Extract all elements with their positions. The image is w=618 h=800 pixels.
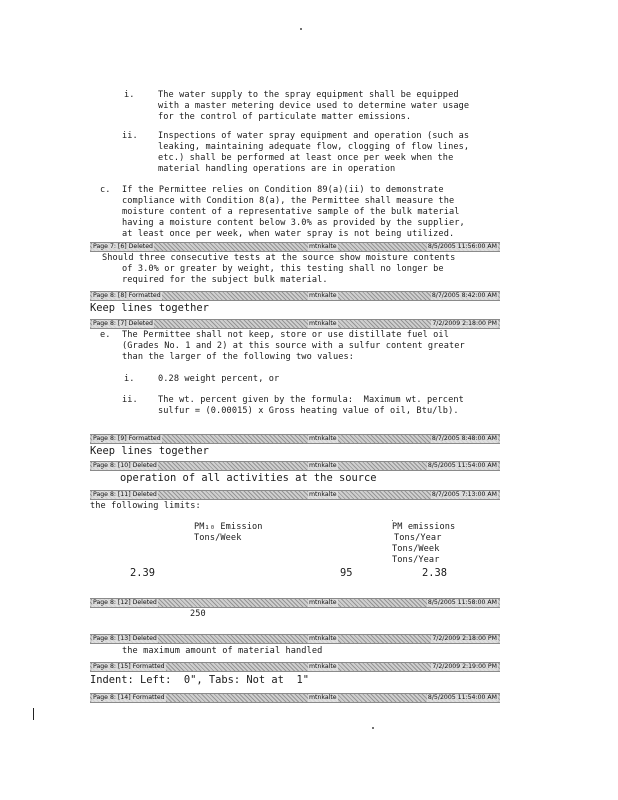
comment-bar — [90, 434, 500, 444]
comment-bar — [90, 319, 500, 329]
comment-tag: Page 8: [14] Formatted — [93, 694, 165, 701]
keep-lines-together-1: Keep lines together — [90, 302, 209, 314]
comment-tag: Page 8: [13] Deleted — [93, 635, 157, 642]
scan-speck — [392, 520, 393, 521]
indent-format-text: Indent: Left: 0", Tabs: Not at 1" — [90, 674, 309, 686]
max-amount-text: the maximum amount of material handled — [122, 646, 323, 656]
item-c-line-5: at least once per week, when water spray is not being utilized. — [122, 229, 455, 239]
should-line-3: required for the subject bulk material. — [122, 275, 328, 285]
comment-bar — [90, 490, 500, 500]
value-pm-week: 2.38 — [422, 567, 448, 579]
item-i-label: i. — [124, 90, 135, 100]
comment-date: 7/2/2009 2:18:00 PM — [432, 635, 497, 642]
limits-intro: the following limits: — [90, 501, 201, 511]
item-e-label: e. — [100, 330, 111, 340]
comment-tag: Page 8: [8] Formatted — [93, 292, 161, 299]
scan-speck — [300, 28, 302, 30]
item-c-line-2: compliance with Condition 8(a), the Permittee shall measure the — [122, 196, 455, 206]
value-pm10-week: 2.39 — [130, 567, 156, 579]
item-e-ii-line-1: The wt. percent given by the formula: Maximum wt. percent — [158, 395, 464, 405]
comment-bar — [90, 242, 500, 252]
item-ii-line-3: etc.) shall be performed at least once per week when the — [158, 153, 454, 163]
comment-bar — [90, 634, 500, 644]
comment-author: mtnkalte — [309, 320, 337, 327]
comment-author: mtnkalte — [309, 462, 337, 469]
item-i-line-2: with a master metering device used to determine water usage — [158, 101, 470, 111]
item-i-line-3: for the control of particulate matter emissions. — [158, 112, 412, 122]
comment-tag: Page 8: [12] Deleted — [93, 599, 157, 606]
comment-tag: Page 7: [6] Deleted — [93, 243, 153, 250]
comment-tag: Page 8: [9] Formatted — [93, 435, 161, 442]
comment-date: 8/5/2005 11:56:00 AM — [427, 243, 497, 250]
should-line-1: Should three consecutive tests at the source show moisture contents — [102, 253, 456, 263]
item-c-line-3: moisture content of a representative sample of the bulk material — [122, 207, 460, 217]
value-250: 250 — [190, 609, 206, 619]
comment-tag: Page 8: [10] Deleted — [93, 462, 157, 469]
value-pm-year: 95 — [340, 567, 353, 579]
item-e-ii-label: ii. — [122, 395, 138, 405]
item-e-line-1: The Permittee shall not keep, store or use distillate fuel oil — [122, 330, 449, 340]
item-ii-line-1: Inspections of water spray equipment and operation (such as — [158, 131, 470, 141]
comment-author: mtnkalte — [309, 635, 337, 642]
item-c-line-4: having a moisture content below 3.0% as provided by the supplier, — [122, 218, 465, 228]
comment-author: mtnkalte — [309, 694, 337, 701]
item-e-line-2: (Grades No. 1 and 2) at this source with a sulfur content greater — [122, 341, 465, 351]
comment-date: 7/2/2009 2:19:00 PM — [432, 663, 497, 670]
item-c-line-1: If the Permittee relies on Condition 89(a)(ii) to demonstrate — [122, 185, 444, 195]
operation-text: operation of all activities at the source — [120, 472, 377, 484]
comment-author: mtnkalte — [309, 599, 337, 606]
item-e-line-3: than the larger of the following two values: — [122, 352, 355, 362]
pm-units-3: Tons/Year — [392, 555, 440, 565]
comment-date: 8/7/2005 8:42:00 AM — [431, 292, 497, 299]
pm10-emission-label: PM₁₀ Emission — [194, 522, 263, 532]
comment-bar — [90, 598, 500, 608]
item-e-i-text: 0.28 weight percent, or — [158, 374, 280, 384]
comment-date: 8/5/2005 11:58:00 AM — [427, 599, 497, 606]
comment-bar — [90, 693, 500, 703]
comment-tag: Page 8: [11] Deleted — [93, 491, 157, 498]
should-line-2: of 3.0% or greater by weight, this testing shall no longer be — [122, 264, 444, 274]
item-ii-line-2: leaking, maintaining adequate flow, clogging of flow lines, — [158, 142, 470, 152]
item-ii-label: ii. — [122, 131, 138, 141]
comment-bar — [90, 662, 500, 672]
comment-author: mtnkalte — [309, 292, 337, 299]
comment-date: 8/5/2005 11:54:00 AM — [427, 462, 497, 469]
keep-lines-together-2: Keep lines together — [90, 445, 209, 457]
item-e-i-label: i. — [124, 374, 135, 384]
item-ii-line-4: material handling operations are in operation — [158, 164, 396, 174]
comment-author: mtnkalte — [309, 243, 337, 250]
comment-date: 8/5/2005 11:54:00 AM — [427, 694, 497, 701]
comment-author: mtnkalte — [309, 435, 337, 442]
comment-bar — [90, 291, 500, 301]
item-i-line-1: The water supply to the spray equipment shall be equipped — [158, 90, 459, 100]
pm-emissions-label: PM emissions — [392, 522, 456, 532]
comment-tag: Page 8: [7] Deleted — [93, 320, 153, 327]
comment-author: mtnkalte — [309, 663, 337, 670]
comment-bar — [90, 461, 500, 471]
pm-units-2: Tons/Week — [392, 544, 440, 554]
item-c-label: c. — [100, 185, 111, 195]
item-e-ii-line-2: sulfur = (0.00015) x Gross heating value of oil, Btu/lb). — [158, 406, 459, 416]
scan-speck — [372, 727, 374, 729]
comment-date: 8/7/2005 8:48:00 AM — [431, 435, 497, 442]
pm10-units: Tons/Week — [194, 533, 242, 543]
comment-author: mtnkalte — [309, 491, 337, 498]
comment-tag: Page 8: [15] Formatted — [93, 663, 165, 670]
comment-date: 7/2/2009 2:18:00 PM — [432, 320, 497, 327]
scan-mark — [33, 708, 34, 720]
comment-date: 8/7/2005 7:13:00 AM — [431, 491, 497, 498]
pm-units-1: Tons/Year — [394, 533, 442, 543]
